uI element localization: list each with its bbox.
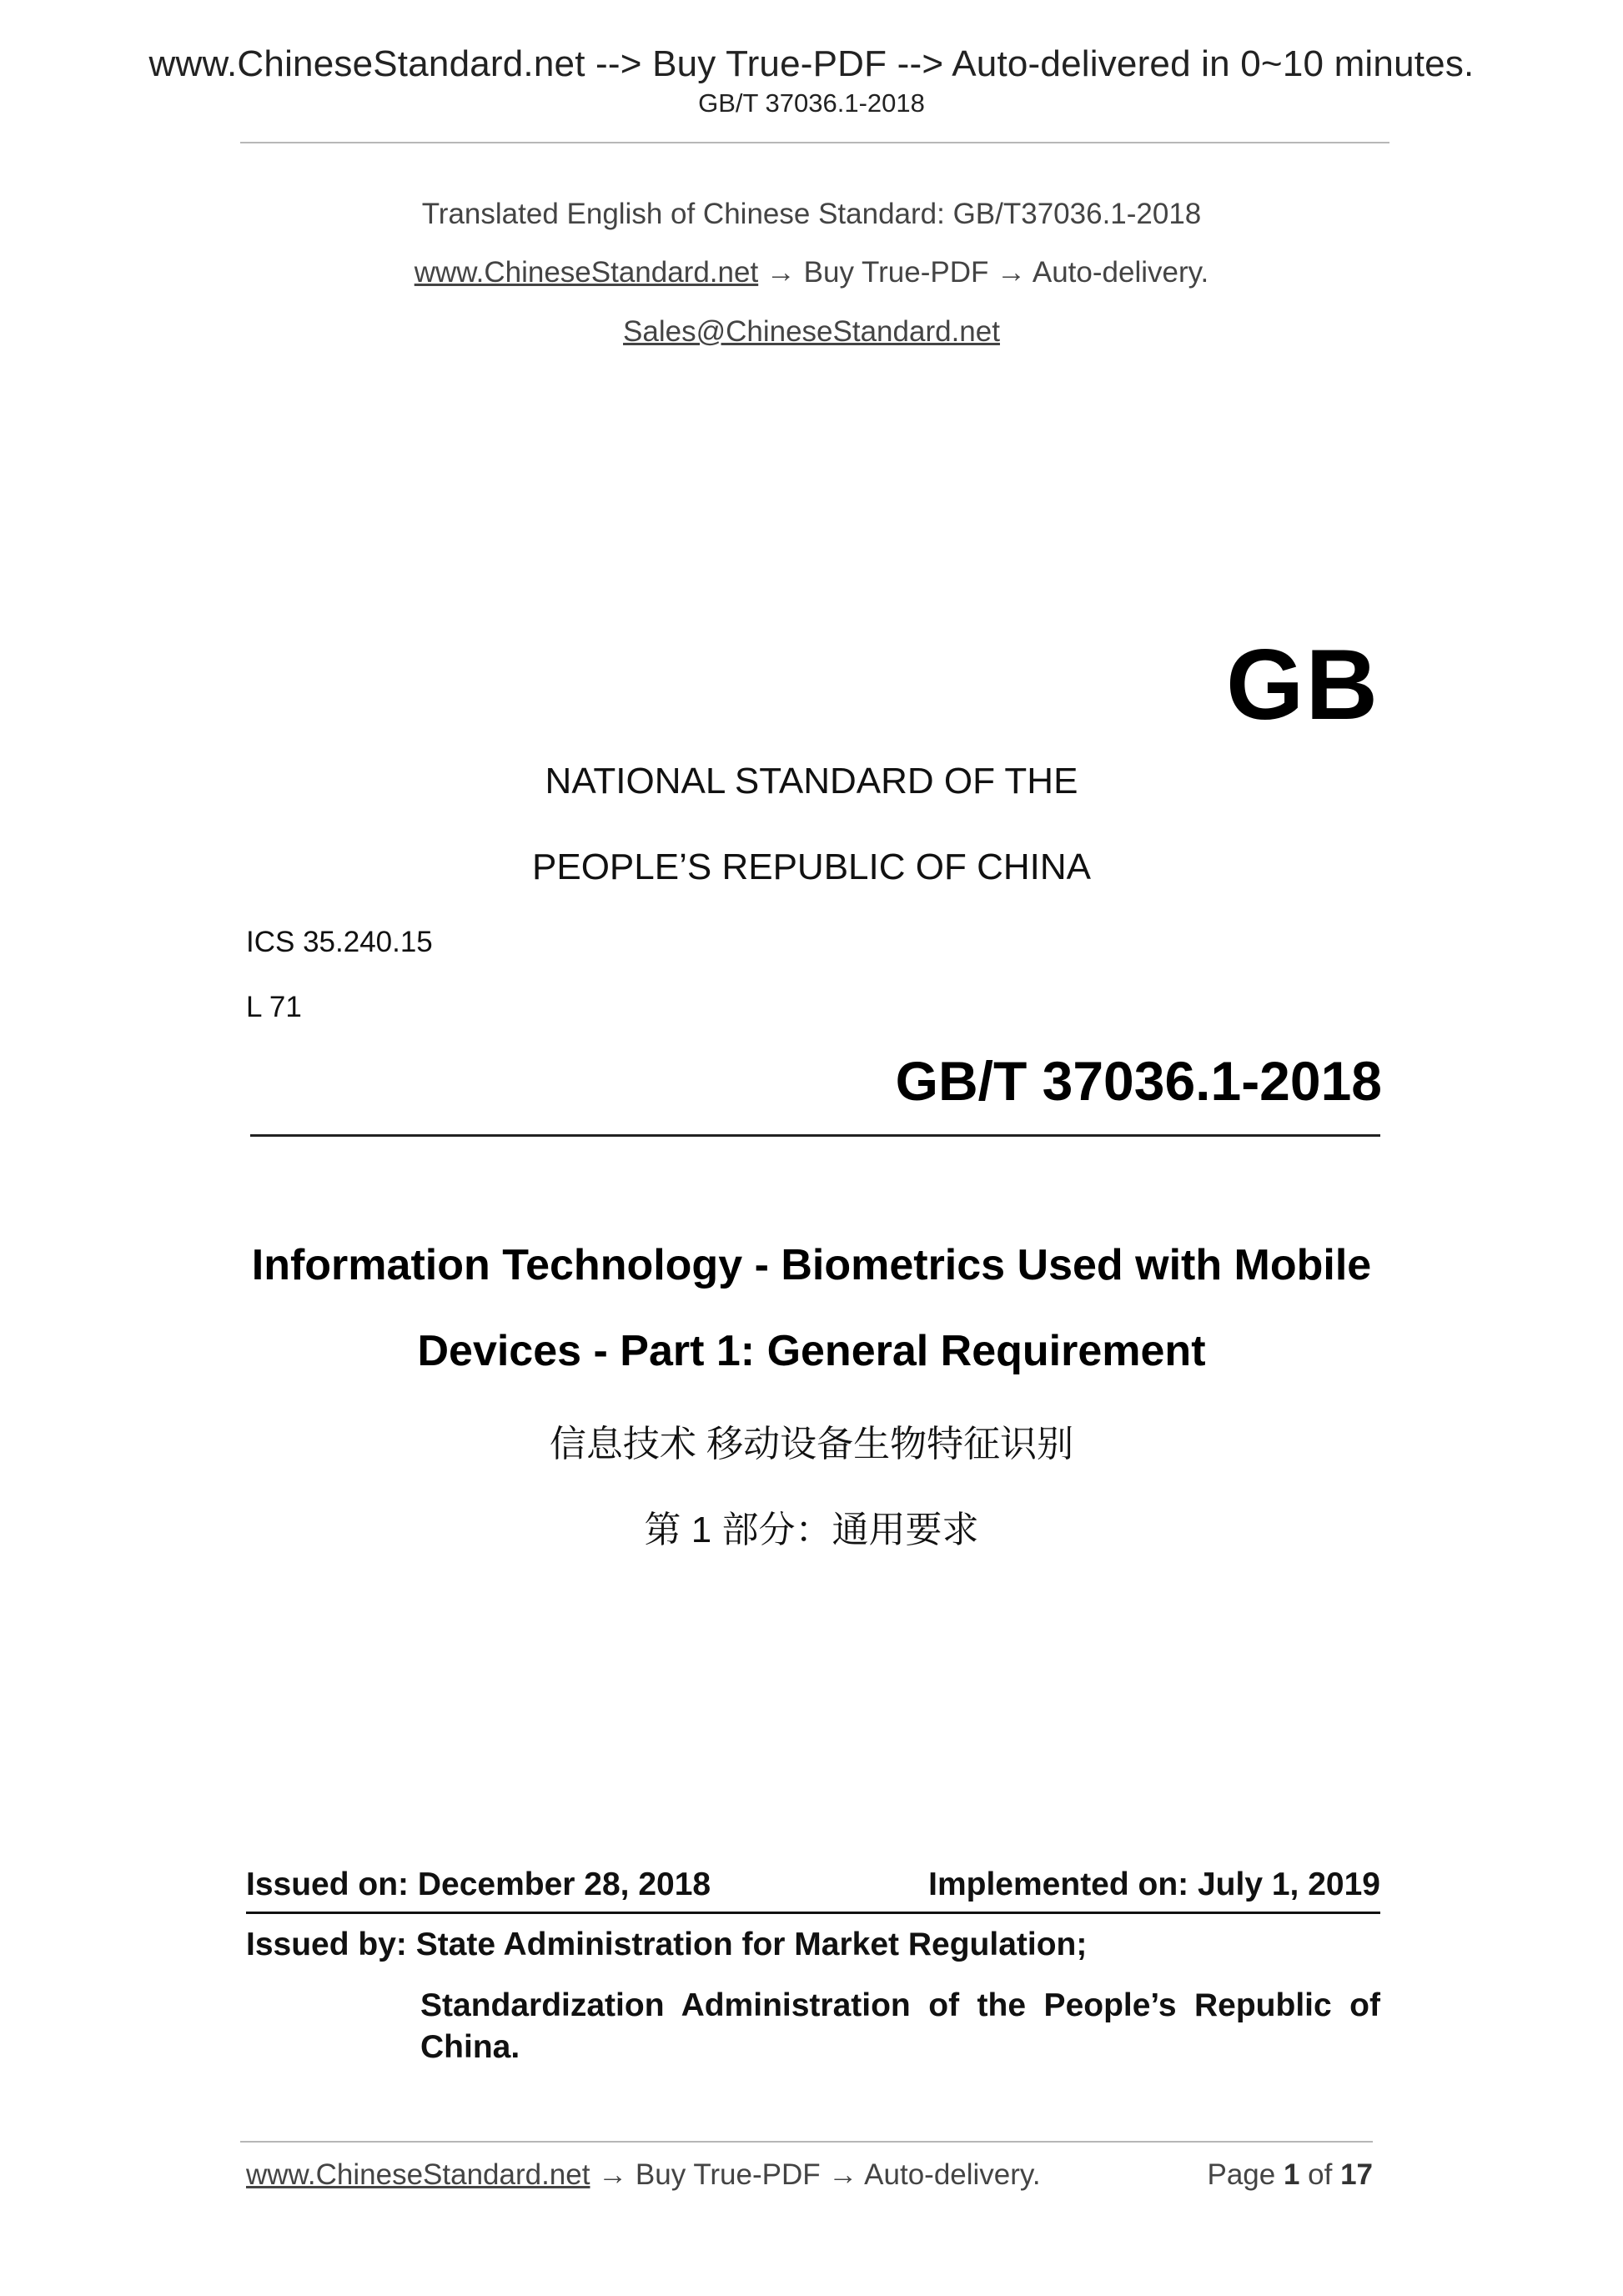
site-line-rest: → Buy True-PDF → Auto-delivery. xyxy=(758,256,1209,289)
page-indicator xyxy=(1207,2158,1373,2192)
issued-on-date: Issued on: December 28, 2018 xyxy=(246,1866,711,1902)
title-chinese-line-2: 第 1 部分：通用要求 xyxy=(644,1510,979,1550)
footer-divider xyxy=(240,2141,1373,2143)
national-standard-line-2: PEOPLE’S REPUBLIC OF CHINA xyxy=(532,847,1091,887)
header-divider xyxy=(240,142,1389,143)
footer-site-link[interactable]: www.ChineseStandard.net xyxy=(246,2158,590,2191)
issued-by: Issued by: State Administration for Market Regulation; xyxy=(246,1927,1088,1962)
email-link[interactable]: Sales@ChineseStandard.net xyxy=(623,315,1000,348)
footer-site-line xyxy=(246,2158,1041,2192)
site-line xyxy=(0,256,1623,289)
top-banner: www.ChineseStandard.net --> Buy True-PDF --> Auto-delivered in 0~10 minutes. xyxy=(148,43,1475,84)
title-chinese-line-1: 信息技术 移动设备生物特征识别 xyxy=(549,1424,1074,1465)
standard-number-divider xyxy=(250,1134,1380,1137)
header-standard-code: GB/T 37036.1-2018 xyxy=(698,88,925,118)
ics-code: ICS 35.240.15 xyxy=(246,926,433,958)
site-link[interactable]: www.ChineseStandard.net xyxy=(414,256,759,289)
issued-divider xyxy=(246,1912,1380,1914)
implemented-on-date: Implemented on: July 1, 2019 xyxy=(928,1866,1380,1902)
page-label: Page xyxy=(1207,2158,1284,2191)
standard-number: GB/T 37036.1-2018 xyxy=(895,1050,1382,1112)
issued-by-continuation: Standardization Administration of the People’s Republic of China. xyxy=(420,1987,1380,2065)
gb-logo: GB xyxy=(1226,629,1379,741)
title-english-line-1: Information Technology - Biometrics Used with Mobile xyxy=(251,1241,1372,1289)
national-standard-line-1: NATIONAL STANDARD OF THE xyxy=(545,761,1078,801)
email-line xyxy=(0,315,1623,349)
page-number: 1 xyxy=(1283,2158,1300,2191)
title-english-line-2: Devices - Part 1: General Requirement xyxy=(417,1327,1206,1375)
footer-site-rest: → Buy True-PDF → Auto-delivery. xyxy=(590,2158,1041,2191)
page-of-label: of xyxy=(1299,2158,1341,2191)
translated-line: Translated English of Chinese Standard: GB/T37036.1-2018 xyxy=(421,198,1202,230)
page-total: 17 xyxy=(1340,2158,1373,2191)
classification-code: L 71 xyxy=(246,991,302,1023)
